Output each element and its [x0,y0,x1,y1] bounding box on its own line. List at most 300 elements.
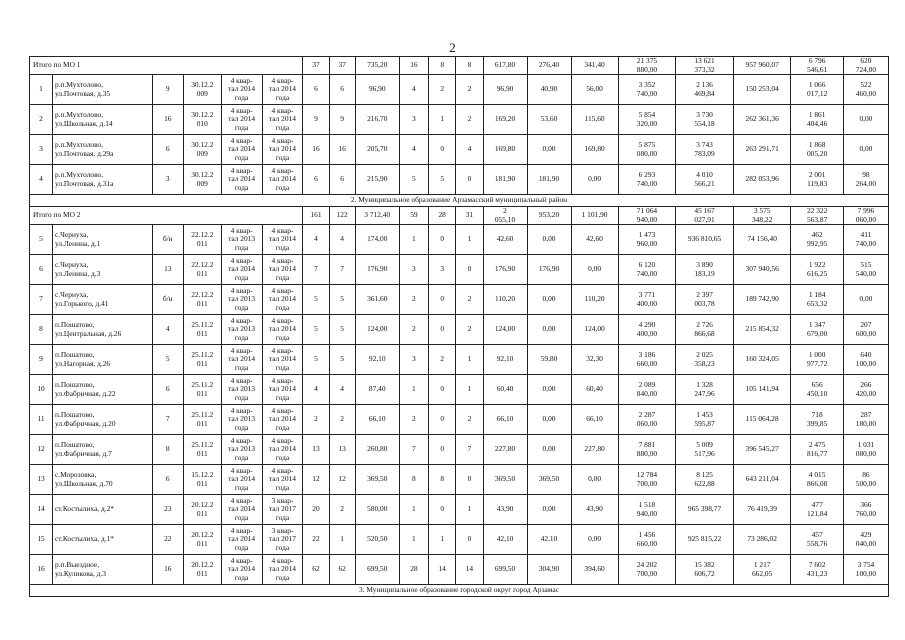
table-cell: 160 324,05 [733,345,791,375]
table-cell: 2 475 816,77 [791,435,843,465]
table-cell: 5 [329,285,355,315]
table-cell: 150 253,04 [733,75,791,105]
table-cell: 62 [329,555,355,585]
table-cell: 2 287 060,00 [618,405,676,435]
table-cell: 12 [329,465,355,495]
table-cell: 1 328 247,96 [676,375,734,405]
table-cell: с.Чернуха, ул.Ленина, д.1 [53,225,153,255]
table-cell: 66,10 [483,405,527,435]
table-cell: 5 009 517,96 [676,435,734,465]
table-cell: 263 291,71 [733,135,791,165]
table-cell: 23 [152,495,183,525]
table-cell: 4 [303,375,329,405]
table-cell: 6 [303,75,329,105]
table-cell: 181,90 [483,165,527,195]
table-cell: 0,00 [527,495,571,525]
table-cell: 4 015 866,08 [791,465,843,495]
section-title: 3. Муниципальное образование городской округ город Арзамас [30,585,889,597]
table-cell: 56,00 [571,75,618,105]
table-cell: 429 040,00 [843,525,888,555]
table-cell: 394,60 [571,555,618,585]
table-cell: 5 [329,315,355,345]
table-cell: 174,00 [355,225,399,255]
table-cell: 718 399,85 [791,405,843,435]
table-cell: 5 [329,345,355,375]
table-cell: 0 [456,255,483,285]
table-cell: 0,00 [527,405,571,435]
table-cell: 8 [429,465,456,495]
table-cell: 361,60 [355,285,399,315]
table-cell: 266 420,00 [843,375,888,405]
table-cell: 6 796 546,61 [791,57,843,75]
table-cell: с.Чернуха, ул.Горького, д.41 [53,285,153,315]
table-cell: 1 217 662,05 [733,555,791,585]
table-cell: 4 квар- тал 2014 года [262,315,303,345]
table-cell: 366 760,00 [843,495,888,525]
table-cell: 1 101,90 [571,207,618,225]
table-cell: ст.Костылиха, д.2* [53,495,153,525]
table-cell: 656 450,10 [791,375,843,405]
table-cell: 43,90 [571,495,618,525]
table-cell: п.Пошатово, ул.Фабричная, д.20 [53,405,153,435]
table-cell: 12 [303,465,329,495]
table-cell: 3 186 660,00 [618,345,676,375]
table-cell: 9 [30,345,53,375]
table-cell: 21 375 880,00 [618,57,676,75]
table-cell: 13 [152,255,183,285]
table-cell: 4 квар- тал 2014 года [262,165,303,195]
table-cell: 22 322 563,87 [791,207,843,225]
table-cell: 30.12.2 009 [183,135,221,165]
table-cell: 965 398,77 [676,495,734,525]
table-cell: 5 [152,345,183,375]
table-cell: 1 031 080,00 [843,435,888,465]
table-cell: 1 [399,495,428,525]
table-cell: 369,50 [527,465,571,495]
table-cell: 15 382 606,72 [676,555,734,585]
table-cell: 6 [329,165,355,195]
table-cell: с.Морозовка, ул.Школьная, д.70 [53,465,153,495]
table-cell: 176,90 [483,255,527,285]
table-cell: 2 [30,105,53,135]
table-cell: 22 [303,525,329,555]
table-row [30,405,889,435]
table-cell: 4 квар- тал 2014 года [221,105,262,135]
table-cell: р.п.Мухтолово, ул.Почтовая, д.35 [53,75,153,105]
table-cell: 24 202 700,00 [618,555,676,585]
table-cell: 169,80 [571,135,618,165]
table-cell: 3 743 783,09 [676,135,734,165]
table-row [30,285,889,315]
table-cell: 3 575 348,22 [733,207,791,225]
table-cell: 262 361,36 [733,105,791,135]
table-cell: 60,40 [571,375,618,405]
table-cell: 227,80 [483,435,527,465]
table-cell: 341,40 [571,57,618,75]
table-cell: 3 712,40 [355,207,399,225]
table-cell: 42,10 [527,525,571,555]
table-cell: 30.12.2 010 [183,105,221,135]
table-cell: 287 180,00 [843,405,888,435]
table-cell: 4 [30,165,53,195]
table-cell: 3 [399,105,428,135]
table-cell: 15 [30,525,53,555]
table-cell: 4 [399,75,428,105]
table-cell: 0,00 [843,285,888,315]
table-cell: 304,90 [527,555,571,585]
table-cell: 8 [456,57,483,75]
table-cell: 115,60 [571,105,618,135]
table-cell: 53,60 [527,105,571,135]
table-cell: п.Пошатово, ул.Центральная, д.26 [53,315,153,345]
table-cell: 640 100,00 [843,345,888,375]
table-cell: 2 025 358,23 [676,345,734,375]
table-cell: 124,00 [483,315,527,345]
table-cell: 105 141,94 [733,375,791,405]
table-cell: 20.12.2 011 [183,525,221,555]
table-cell: 7 [30,285,53,315]
table-cell: 0 [429,285,456,315]
table-cell: 0,00 [843,135,888,165]
table-cell: 5 [399,165,428,195]
table-cell: 1 [456,495,483,525]
table-cell: 16 [152,105,183,135]
table-cell: 2 136 469,84 [676,75,734,105]
table-cell: 92,10 [355,345,399,375]
table-cell: 60,40 [483,375,527,405]
table-cell: 1 000 977,72 [791,345,843,375]
table-row [30,495,889,525]
table-cell: 3 квар- тал 2017 года [262,525,303,555]
table-cell: 59,80 [527,345,571,375]
table-cell: 4 квар- тал 2013 года [221,225,262,255]
table-cell: 276,40 [527,57,571,75]
table-cell: 0 [429,495,456,525]
table-cell: 6 [152,465,183,495]
table-row [30,375,889,405]
table-cell: 110,20 [483,285,527,315]
table-cell: 1 [329,525,355,555]
table-cell: 4 квар- тал 2013 года [221,435,262,465]
table-cell: 13 [329,435,355,465]
table-cell: 0,00 [527,285,571,315]
table-cell: 2 001 119,83 [791,165,843,195]
table-cell: 71 064 940,00 [618,207,676,225]
table-cell: 216,70 [355,105,399,135]
table-cell: 110,20 [571,285,618,315]
table-cell: 0 [429,315,456,345]
table-cell: 4 [399,135,428,165]
total-row [30,207,889,225]
table-cell: 3 754 100,00 [843,555,888,585]
table-cell: 8 [30,315,53,345]
table-cell: 8 125 622,88 [676,465,734,495]
table-cell: 4 [329,375,355,405]
table-cell: р.п.Мухтолово, ул.Почтовая, д.31а [53,165,153,195]
table-cell: 9 [329,105,355,135]
housing-register-table [29,56,889,597]
table-cell: 3 [30,135,53,165]
table-cell: 1 922 616,25 [791,255,843,285]
table-cell: 115 064,28 [733,405,791,435]
total-label: Итого по МО 1 [30,57,303,75]
table-cell: 42,60 [483,225,527,255]
table-cell: б/н [152,225,183,255]
table-cell: 462 992,95 [791,225,843,255]
table-cell: 1 [429,105,456,135]
table-row [30,315,889,345]
table-cell: 96,90 [483,75,527,105]
table-cell: 25.11.2 011 [183,375,221,405]
table-cell: 9 [152,75,183,105]
table-cell: 0,00 [527,435,571,465]
table-cell: 411 740,00 [843,225,888,255]
table-cell: 189 742,90 [733,285,791,315]
table-cell: 953,20 [527,207,571,225]
table-cell: 30.12.2 009 [183,165,221,195]
table-cell: 2 055,10 [483,207,527,225]
table-cell: 2 397 003,78 [676,285,734,315]
table-cell: 12 [30,435,53,465]
table-cell: 0,00 [571,165,618,195]
table-cell: 124,00 [571,315,618,345]
table-cell: 15.12.2 011 [183,465,221,495]
table-cell: 0,00 [527,375,571,405]
table-cell: 1 [399,225,428,255]
table-cell: 2 [329,495,355,525]
table-cell: 2 [456,285,483,315]
table-cell: 1 453 595,87 [676,405,734,435]
table-cell: 86 500,00 [843,465,888,495]
table-cell: 176,90 [527,255,571,285]
table-cell: 4 квар- тал 2014 года [262,225,303,255]
table-cell: 13 [303,435,329,465]
table-cell: 22.12.2 011 [183,225,221,255]
table-cell: 4 квар- тал 2014 года [262,555,303,585]
table-cell: 2 [429,75,456,105]
table-cell: 2 [329,405,355,435]
table-cell: 22.12.2 011 [183,255,221,285]
table-cell: 3 квар- тал 2017 года [262,495,303,525]
table-cell: 3 730 554,18 [676,105,734,135]
table-cell: 4 квар- тал 2014 года [221,135,262,165]
table-cell: 1 456 660,00 [618,525,676,555]
total-row [30,57,889,75]
table-cell: 4 квар- тал 2014 года [262,405,303,435]
table-cell: 3 [152,165,183,195]
table-cell: 207 600,00 [843,315,888,345]
table-cell: 522 460,00 [843,75,888,105]
table-cell: 0 [429,135,456,165]
table-cell: 5 [303,285,329,315]
table-cell: 25.11.2 011 [183,315,221,345]
table-cell: 2 [303,405,329,435]
table-cell: 4 [303,225,329,255]
table-cell: 42,60 [571,225,618,255]
table-cell: 37 [303,57,329,75]
table-cell: 76 419,39 [733,495,791,525]
table-cell: 369,50 [355,465,399,495]
table-cell: р.п.Выездное, ул.Куликова, д.3 [53,555,153,585]
table-cell: 1 [30,75,53,105]
table-cell: 14 [429,555,456,585]
table-row [30,135,889,165]
table-row [30,165,889,195]
table-row [30,75,889,105]
table-cell: 617,80 [483,57,527,75]
table-cell: 4 квар- тал 2013 года [221,375,262,405]
table-cell: 4 квар- тал 2013 года [221,285,262,315]
table-cell: 43,90 [483,495,527,525]
table-cell: 16 [303,135,329,165]
section-title: 2. Муниципальное образование Арзамасский муниципальный район [30,195,889,207]
table-cell: 12 784 700,00 [618,465,676,495]
table-cell: 6 120 740,00 [618,255,676,285]
table-cell: 122 [329,207,355,225]
table-cell: 98 264,00 [843,165,888,195]
table-cell: 0 [429,225,456,255]
table-cell: 0,00 [843,105,888,135]
table-cell: 5 875 080,00 [618,135,676,165]
table-cell: 0 [456,525,483,555]
table-cell: 22 [152,525,183,555]
table-cell: б/н [152,285,183,315]
table-cell: 7 881 880,00 [618,435,676,465]
table-cell: 4 квар- тал 2014 года [262,465,303,495]
table-cell: 1 473 960,00 [618,225,676,255]
table-cell: 73 286,02 [733,525,791,555]
table-cell: 580,00 [355,495,399,525]
table-cell: 4 квар- тал 2014 года [221,555,262,585]
table-cell: 40,90 [527,75,571,105]
table-cell: 1 518 940,00 [618,495,676,525]
table-cell: 4 квар- тал 2014 года [221,525,262,555]
table-cell: 205,70 [355,135,399,165]
table-cell: 4 квар- тал 2014 года [221,345,262,375]
table-row [30,225,889,255]
table-row [30,345,889,375]
table-cell: 4 квар- тал 2013 года [221,315,262,345]
table-cell: 28 [399,555,428,585]
table-cell: 8 [399,465,428,495]
table-cell: 4 [329,225,355,255]
table-cell: 25.11.2 011 [183,405,221,435]
table-cell: 4 квар- тал 2014 года [262,135,303,165]
table-cell: 0 [429,375,456,405]
table-row [30,255,889,285]
table-cell: 14 [30,495,53,525]
table-cell: 16 [152,555,183,585]
table-cell: 457 558,76 [791,525,843,555]
table-cell: 4 квар- тал 2014 года [262,105,303,135]
table-cell: 3 [399,255,428,285]
section-header-row [30,195,889,207]
table-cell: 5 [429,165,456,195]
table-cell: 4 квар- тал 2014 года [221,255,262,285]
table-cell: с.Чернуха, ул.Ленина, д.3 [53,255,153,285]
table-cell: 0 [456,465,483,495]
table-cell: 0,00 [527,225,571,255]
table-cell: 1 [456,225,483,255]
table-cell: 20 [303,495,329,525]
table-cell: 260,80 [355,435,399,465]
table-cell: 2 [399,405,428,435]
table-cell: 3 352 740,00 [618,75,676,105]
table-cell: 0 [456,165,483,195]
table-cell: 2 [456,75,483,105]
table-cell: 87,40 [355,375,399,405]
table-cell: 735,20 [355,57,399,75]
table-cell: 20.12.2 011 [183,555,221,585]
table-cell: 7 [152,405,183,435]
table-cell: 16 [399,57,428,75]
table-cell: 2 089 840,00 [618,375,676,405]
table-cell: 925 815,22 [676,525,734,555]
table-cell: 215,90 [355,165,399,195]
table-cell: 42,10 [483,525,527,555]
table-cell: 3 771 400,00 [618,285,676,315]
table-cell: 4 квар- тал 2014 года [221,495,262,525]
table-cell: 66,10 [355,405,399,435]
table-cell: 936 810,65 [676,225,734,255]
table-cell: 0 [429,435,456,465]
table-cell: 4 квар- тал 2014 года [262,375,303,405]
table-cell: 4 квар- тал 2014 года [262,285,303,315]
table-cell: 3 [399,345,428,375]
table-cell: р.п.Мухтолово, ул.Почтовая, д.29а [53,135,153,165]
table-row [30,525,889,555]
table-cell: 4 квар- тал 2014 года [262,255,303,285]
table-cell: 66,10 [571,405,618,435]
table-cell: 6 293 740,00 [618,165,676,195]
table-cell: 11 [30,405,53,435]
table-cell: 92,10 [483,345,527,375]
table-cell: 28 [429,207,456,225]
table-cell: 3 [429,255,456,285]
table-cell: 307 940,56 [733,255,791,285]
table-cell: 7 [303,255,329,285]
table-cell: 1 066 017,12 [791,75,843,105]
table-cell: 3 890 183,19 [676,255,734,285]
table-cell: 1 [399,375,428,405]
table-row [30,105,889,135]
table-cell: 0 [429,405,456,435]
table-cell: 1 [429,525,456,555]
table-cell: 2 [429,345,456,375]
table-cell: 8 [152,435,183,465]
table-cell: 4 квар- тал 2014 года [262,435,303,465]
table-cell: 6 [303,165,329,195]
table-cell: 124,00 [355,315,399,345]
table-cell: 169,20 [483,105,527,135]
total-label: Итого по МО 2 [30,207,303,225]
table-cell: 74 156,40 [733,225,791,255]
table-cell: 4 квар- тал 2014 года [262,75,303,105]
table-cell: 5 854 320,00 [618,105,676,135]
table-cell: 4 квар- тал 2013 года [221,405,262,435]
table-cell: 6 [329,75,355,105]
table-cell: 1 861 404,46 [791,105,843,135]
table-cell: 4 290 400,00 [618,315,676,345]
table-cell: 32,30 [571,345,618,375]
table-cell: 2 [456,315,483,345]
table-cell: 699,50 [483,555,527,585]
table-cell: п.Пошатово, ул.Фабричная, д.7 [53,435,153,465]
table-cell: 699,50 [355,555,399,585]
table-cell: 7 [329,255,355,285]
table-cell: 282 053,96 [733,165,791,195]
table-cell: 7 [456,435,483,465]
